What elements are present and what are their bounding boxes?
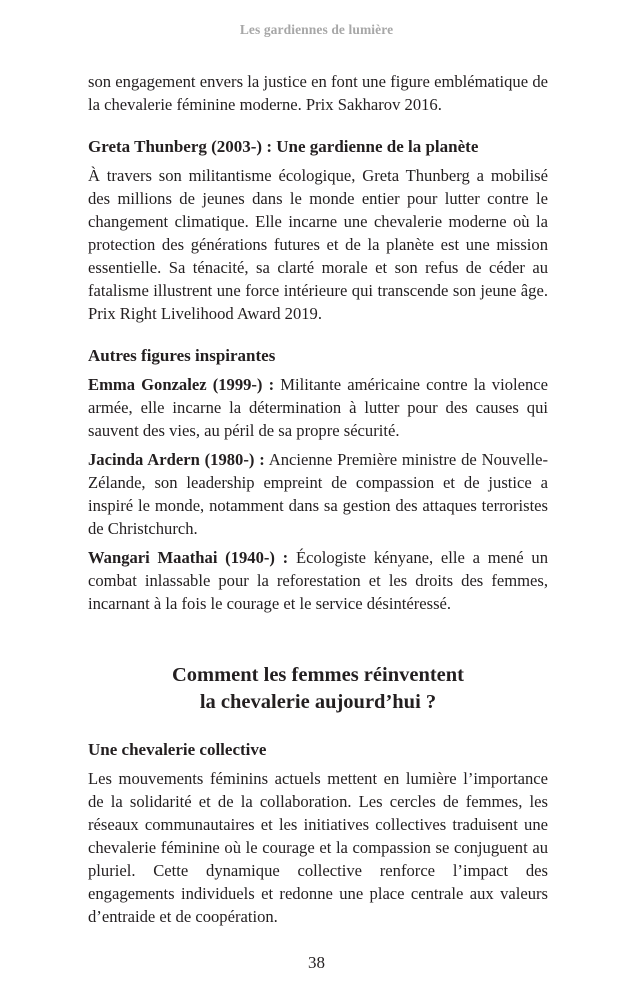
figure-entry-wangari-maathai — [88, 546, 548, 615]
figure-name: Jacinda Ardern (1980-) : — [88, 450, 265, 469]
other-figures-heading: Autres figures inspirantes — [88, 346, 276, 365]
running-header: Les gardiennes de lumière — [239, 22, 394, 37]
section-title-line-1: Comment les femmes réinventent — [171, 664, 465, 686]
section-title — [88, 662, 548, 716]
section-title-line-2: la chevalerie aujourd’hui ? — [199, 691, 437, 713]
greta-paragraph: À travers son militantisme écologique, Greta Thunberg a mobilisé des millions de jeunes dans le monde entier pour lutter contre le changement climatique. Elle incarne une chevalerie moderne où la protection des générations futures et de la planète est une mission essentielle. Sa ténacité, sa clarté morale et son refus de céder au fatalisme illustrent une force intérieure qui transcende son jeune âge. Prix Right Livelihood Award 2019. — [88, 166, 548, 323]
page-number: 38 — [308, 953, 325, 972]
page-body — [88, 70, 548, 928]
figure-description: Ancienne Première ministre de Nouvelle-Zélande, son leadership empreint de compassion et de justice a inspiré le monde, notamment dans sa gestion des attaques terroristes de Christchurch. — [88, 450, 548, 538]
figure-name: Emma Gonzalez (1999-) : — [88, 375, 275, 394]
collective-subheading: Une chevalerie collective — [88, 740, 267, 759]
figure-description: Militante américaine contre la violence armée, elle incarne la détermination à lutter pour des causes qui sauvent des vies, au péril de sa propre sécurité. — [88, 375, 549, 440]
figure-name: Wangari Maathai (1940-) : — [88, 548, 289, 567]
intro-paragraph: son engagement envers la justice en font une figure emblématique de la chevalerie féminine moderne. Prix Sakharov 2016. — [88, 72, 548, 114]
collective-paragraph: Les mouvements féminins actuels mettent en lumière l’importance de la solidarité et de la collaboration. Les cercles de femmes, les réseaux communautaires et les initiatives collectives traduisent une chevalerie féminine où le courage et la compassion se conjuguent au pluriel. Cette dynamique collective renforce l’impact des engagements individuels et redonne une place centrale aux valeurs d’entraide et de coopération. — [88, 769, 548, 926]
figure-entry-emma-gonzalez — [88, 373, 548, 442]
greta-heading: Greta Thunberg (2003-) : Une gardienne de la planète — [88, 137, 479, 156]
figure-entry-jacinda-ardern — [88, 448, 548, 540]
figure-description: Écologiste kényane, elle a mené un combat inlassable pour la reforestation et les droits des femmes, incarnant à la fois le courage et le service désintéressé. — [88, 548, 548, 613]
